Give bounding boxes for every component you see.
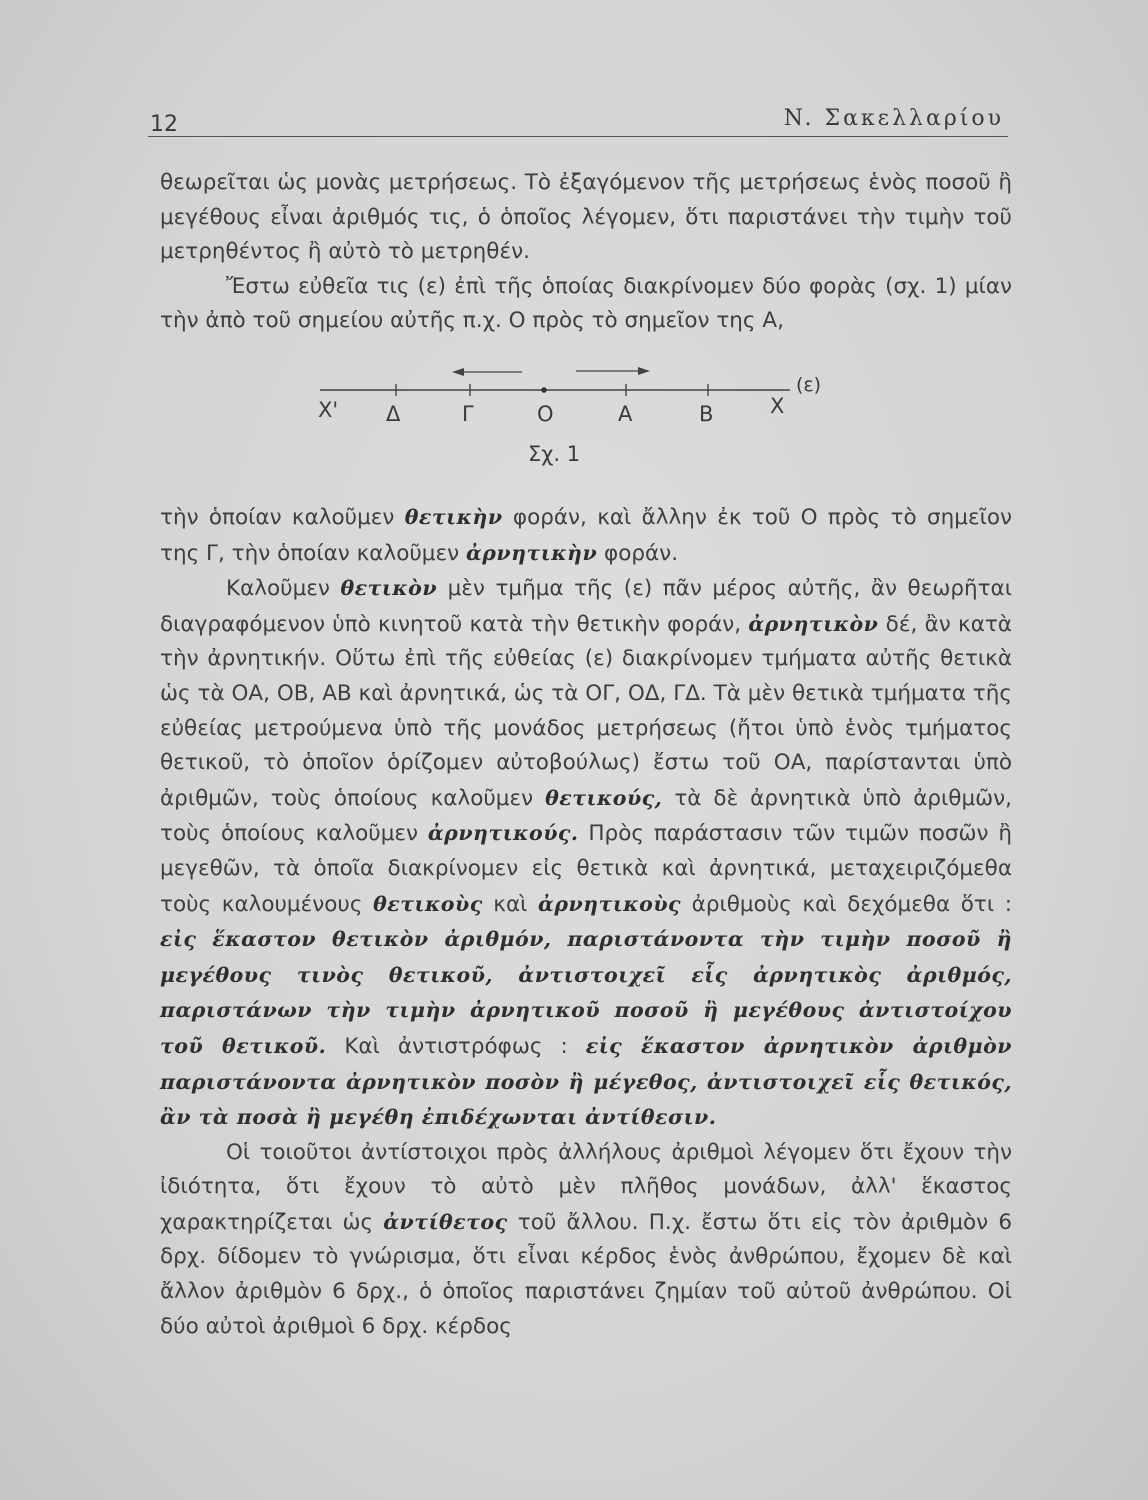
text-block-top [160, 166, 1012, 339]
text-run: Καὶ ἀντιστρόφως : [326, 1033, 586, 1059]
text-run: μὲν τμῆμα τῆς (ε) πᾶν μέρος αὐτῆς, ἂν θεωρῆται διαγραφόμενον ὑπὸ κινητοῦ κατὰ τὴν θετικὴν φοράν, [160, 576, 1012, 637]
line-label-epsilon: (ε) [796, 374, 822, 396]
paragraph: θεωρεῖται ὡς μονὰς μετρήσεως. Τὸ ἐξαγόμενον τῆς μετρήσεως ἑνὸς ποσοῦ ἢ μεγέθους εἶναι ἀριθμός τις, ὁ ὁποῖος λέγομεν, ὅτι παριστάνει τὴν τιμὴν τοῦ μετρηθέντος ἢ αὐτὸ τὸ μετρηθέν. [160, 170, 1012, 265]
text-run: Πρὸς παράστασιν τῶν τιμῶν ποσῶν ἢ μεγεθῶν, τὰ ὁποῖα διακρίνομεν εἰς θετικὰ καὶ ἀρνητικά, μεταχειριζόμεθα τοὺς καλουμένους [160, 821, 1013, 917]
point-label-delta: Δ [386, 402, 401, 426]
page-header [148, 102, 1008, 137]
figure-1-number-line [300, 358, 860, 470]
text-block-bottom [160, 500, 1012, 1344]
running-head-author: N. Σακελλαρίου [783, 106, 1004, 131]
text-run: τοῦ ἄλλου. Π.χ. ἔστω ὅτι εἰς τὸν ἀριθμὸν 6 δρχ. δίδομεν τὸ γνώρισμα, ὅτι εἶναι κέρδος ἑνὸς ἀνθρώπου, ἔχομεν δὲ καὶ ἄλλον ἀριθμὸν 6 δρχ., ὁ ὁποῖος παριστάνει ζημίαν τοῦ αὐτοῦ ἀνθρώπου. Οἱ δύο αὐτοὶ ἀριθμοὶ 6 δρχ. κέρδος [160, 1209, 1013, 1339]
point-label-gamma: Γ [462, 402, 474, 426]
emphasis-term: θετικὸν [340, 576, 438, 601]
emphasis-statement: εἰς ἕκαστον θετικὸν ἀριθμόν, παριστάνοντα τὴν τιμὴν ποσοῦ ἢ μεγέθους τινὸς θετικοῦ, ἀντιστοιχεῖ εἷς ἀρνητικὸς ἀριθμός, παριστάνων τὴν τιμὴν ἀρνητικοῦ ποσοῦ ἢ μεγέθους ἀντιστοίχου τοῦ θετικοῦ. [160, 927, 1012, 1058]
negative-arrowhead [452, 368, 464, 376]
text-run: Καλοῦμεν [226, 576, 341, 602]
paragraph: Ἔστω εὐθεῖα τις (ε) ἐπὶ τῆς ὁποίας διακρίνομεν δύο φορὰς (σχ. 1) μίαν τὴν ἀπὸ τοῦ σημείου αὐτῆς π.χ. Ο πρὸς τὸ σημεῖον της Α, [160, 273, 1012, 334]
emphasis-term: ἀρνητικοὺς [538, 891, 682, 916]
emphasis-term: θετικούς, [545, 785, 663, 810]
emphasis-term: ἀρνητικούς. [427, 821, 579, 846]
text-run: τὰ δὲ ἀρνητικὰ ὑπὸ ἀριθμῶν, τοὺς ὁποίους καλοῦμεν [160, 785, 1012, 847]
point-label-x-prime: X' [318, 398, 339, 422]
figure-caption: Σχ. 1 [528, 442, 581, 466]
text-run: φοράν. [597, 540, 679, 566]
text-run: φοράν, καὶ ἄλλην ἐκ τοῦ Ο πρὸς τὸ σημεῖον της Γ, τὴν ὁποίαν καλοῦμεν [160, 505, 1013, 566]
page-number: 12 [150, 112, 178, 137]
emphasis-term: ἀντίθετος [383, 1209, 508, 1234]
text-run: καὶ [482, 891, 539, 917]
paragraph [160, 571, 1012, 1136]
point-label-alpha: Α [618, 402, 633, 426]
emphasis-term: ἀρνητικὸν [748, 611, 879, 636]
text-run: Οἱ τοιοῦτοι ἀντίστοιχοι πρὸς ἀλλήλους ἀριθμοὶ λέγομεν ὅτι ἔχουν τὴν ἰδιότητα, ὅτι ἔχουν τὸ αὐτὸ μὲν πλῆθος μονάδων, ἀλλ' ἕκαστος χαρακτηρίζεται ὡς [160, 1139, 1012, 1235]
text-run: ἀριθμοὺς καὶ δεχόμεθα ὅτι : [681, 891, 1012, 917]
text-run: δέ, ἂν κατὰ τὴν ἀρνητικήν. Οὕτω ἐπὶ τῆς εὐθείας (ε) διακρίνομεν τμήματα αὐτῆς θετικὰ ὡς τὰ ΟΑ, ΟΒ, ΑΒ καὶ ἀρνητικά, ὡς τὰ ΟΓ, ΟΔ, ΓΔ. Τὰ μὲν θετικὰ τμήματα τῆς εὐθείας μετρούμενα ὑπὸ τῆς μονάδος μετρήσεως (ἤτοι ὑπὸ ἑνὸς τμήματος θετικοῦ, τὸ ὁποῖον ὁρίζομεν αὐτοβούλως) ἔστω τοῦ ΟΑ, παρίστανται ὑπὸ ἀριθμῶν, τοὺς ὁποίους καλοῦμεν [160, 611, 1012, 811]
emphasis-term: θετικοὺς [373, 891, 483, 916]
point-label-x: X [770, 394, 785, 418]
positive-arrowhead [638, 367, 650, 375]
point-label-origin: Ο [537, 402, 554, 426]
text-run: τὴν ὁποίαν καλοῦμεν [160, 505, 405, 530]
paragraph [160, 1136, 1012, 1345]
point-label-beta: Β [699, 402, 714, 426]
emphasis-statement: εἰς ἕκαστον ἀρνητικὸν ἀριθμὸν παριστάνοντα ἀρνητικὸν ποσὸν ἢ μέγεθος, ἀντιστοιχεῖ εἷς θετικός, ἂν τὰ ποσὰ ἢ μεγέθη ἐπιδέχωνται ἀντίθεσιν. [160, 1033, 1012, 1130]
paragraph [160, 500, 1012, 571]
emphasis-term: ἀρνητικὴν [465, 540, 598, 565]
emphasis-term: θετικὴν [404, 505, 503, 529]
origin-point [541, 387, 547, 393]
